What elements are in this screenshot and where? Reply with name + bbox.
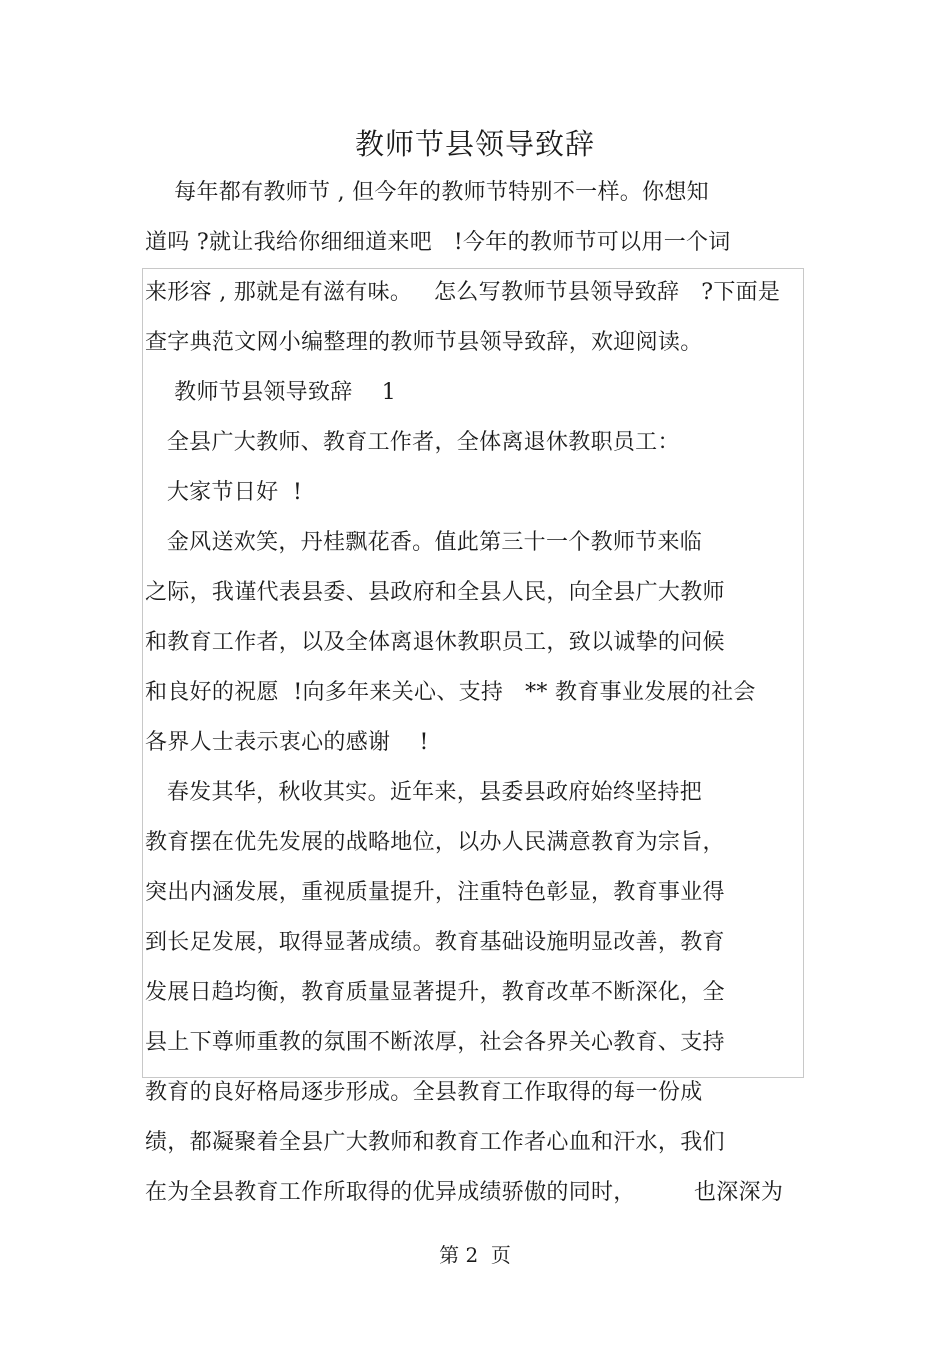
text-line: 来形容 , 那就是有滋有味。 怎么写教师节县领导致辞 ?下面是 — [145, 280, 781, 305]
text-line: 绩，都凝聚着全县广大教师和教育工作者心血和汗水，我们 — [145, 1130, 725, 1155]
text-line: 每年都有教师节 , 但今年的教师节特别不一样。你想知 — [145, 180, 709, 205]
text-line: 在为全县教育工作所取得的优异成绩骄傲的同时， 也深深为 — [145, 1180, 784, 1205]
text-line: 金风送欢笑，丹桂飘花香。值此第三十一个教师节来临 — [145, 530, 703, 555]
text-line: 和良好的祝愿 !向多年来关心、支持 ** 教育事业发展的社会 — [145, 680, 756, 705]
page-number: 第 2 页 — [439, 1243, 511, 1267]
text-line: 各界人士表示衷心的感谢 ! — [145, 730, 429, 755]
text-line: 发展日趋均衡，教育质量显著提升，教育改革不断深化，全 — [145, 980, 725, 1005]
text-line: 和教育工作者，以及全体离退休教职员工，致以诚挚的问候 — [145, 630, 725, 655]
text-line: 教育摆在优先发展的战略地位，以办人民满意教育为宗旨， — [145, 830, 725, 855]
text-line: 到长足发展，取得显著成绩。教育基础设施明显改善，教育 — [145, 930, 725, 955]
text-line: 之际，我谨代表县委、县政府和全县人民，向全县广大教师 — [145, 580, 725, 605]
text-line: 大家节日好 ! — [145, 480, 303, 505]
document-title: 教师节县领导致辞 — [354, 127, 595, 161]
text-line: 查字典范文网小编整理的教师节县领导致辞，欢迎阅读。 — [145, 330, 703, 355]
text-line: 教育的良好格局逐步形成。全县教育工作取得的每一份成 — [145, 1080, 703, 1105]
text-line: 道吗 ?就让我给你细细道来吧 !今年的教师节可以用一个词 — [145, 230, 731, 255]
text-line: 春发其华，秋收其实。近年来，县委县政府始终坚持把 — [145, 780, 703, 805]
text-line: 县上下尊师重教的氛围不断浓厚，社会各界关心教育、支持 — [145, 1030, 725, 1055]
text-line: 突出内涵发展，重视质量提升，注重特色彰显，教育事业得 — [145, 880, 725, 905]
text-line: 全县广大教师、教育工作者，全体离退休教职员工： — [145, 430, 680, 455]
section-heading: 教师节县领导致辞 1 — [145, 380, 397, 405]
